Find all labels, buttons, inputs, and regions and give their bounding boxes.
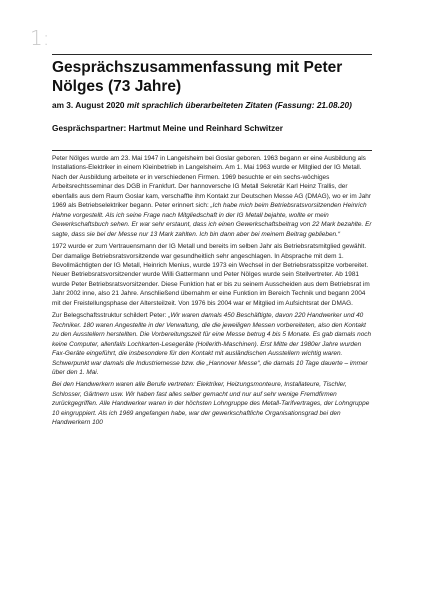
interview-partners: Gesprächspartner: Hartmut Meine und Reinhard Schwitzer	[52, 123, 283, 133]
quote-text: Bei den Handwerkern waren alle Berufe vertreten: Elektriker, Heizungsmonteure, Installateure, Tischler, Schlosser, Gärtnern usw. Wir haben fast alles selber gemacht und nur auf sehr wenige Fremdfirmen zurückgegriffen. Alle Handwerker waren in der höchsten Lohngruppe des Metall-Tarifvertrages, der Lohngruppe 10 eingruppiert. Als ich 1969 angefangen habe, war der gewerkschaftliche Organisationsgrad bei den Handwerkern 100	[52, 381, 370, 427]
paragraph-craftsmen	[52, 380, 374, 427]
paragraph-biography	[52, 154, 374, 239]
document-body	[52, 154, 374, 431]
page-number: 1:	[30, 26, 50, 50]
header-bottom-rule	[52, 150, 372, 151]
document-title: Gesprächszusammenfassung mit Peter Nölges (73 Jahre)	[52, 59, 343, 95]
paragraph-workforce	[52, 311, 374, 377]
document-subtitle	[52, 100, 382, 111]
subtitle-date: am 3. August 2020	[52, 100, 125, 110]
quote-text: „Wir waren damals 450 Beschäftigte, davon 220 Handwerker und 40 Techniker. 180 waren Angestellte in der Verwaltung, die die jeweiligen Messen vorbereiteten, also den Kontakt zu den Ausstellern herstellten. Die Vorbereitungszeit für eine Messe betrug 4 bis 5 Monate. Es gab damals noch keine Computer, allenfalls Lochkarten-Lesegeräte (Hollerith-Maschinen). Erst Mitte der 1980er Jahre wurden Fax-Geräte eingeführt, die insbesondere für den Kontakt mit ausländischen Ausstellern wichtig waren. Schwerpunkt war damals die Industriemesse bzw. die „Hannover Messe“, die damals 10 Tage dauerte – immer über den 1. Mai.	[52, 312, 372, 376]
subtitle-note: mit sprachlich überarbeiteten Zitaten (Fassung: 21.08.20)	[126, 100, 352, 110]
header-top-rule	[52, 54, 372, 55]
paragraph-text: Zur Belegschaftsstruktur schildert Peter:	[52, 312, 169, 320]
paragraph-career: 1972 wurde er zum Vertrauensmann der IG Metall und bereits im selben Jahr als Betriebsratsmitglied gewählt. Der damalige Betriebsratsvorsitzende war gesundheitlich sehr angeschlagen. In Absprache mit dem 1. Bevollmächtigten der IG Metall, Heinrich Menius, wurde 1973 ein Wechsel in der Betriebsratsspitze vorbereitet. Neuer Betriebsratsvorsitzender wurde Willi Gattermann und Peter Nölges wurde sein Stellvertreter. Ab 1981 wurde Peter Betriebsratsvorsitzender. Diese Funktion hat er bis zu seinem Ausscheiden aus dem Betriebsrat im Jahr 2002 inne, also 21 Jahre. Anschließend übernahm er eine Funktion im Bereich Technik und begann 2004 mit der Freistellungsphase der Altersteilzeit. Von 1976 bis 2004 war er Mitglied im Aufsichtsrat der DMAG.	[52, 243, 370, 307]
paragraph-text: Peter Nölges wurde am 23. Mai 1947 in Langelsheim bei Goslar geboren. 1963 begann er eine Ausbildung als Installations-Elektriker in einem Kleinbetrieb in Langelsheim. Am 1. Mai 1963 wurde er Mitglied der IG Metall. Nach der Ausbildung arbeitete er in verschiedenen Firmen. 1969 besuchte er ein sechs-wöchiges Arbeitsrechtsseminar des DGB in Frankfurt. Der hannoversche IG Metall Sekretär Karl Heinz Trallis, der ebenfalls aus dem Raum Goslar kam, verschaffte ihm Kontakt zur Deutschen Messe AG (DMAG), wo er im Jahr 1969 als Betriebselektriker begann. Peter erinnert sich:	[52, 155, 372, 210]
quote-text: „Ich habe mich beim Betriebsratsvorsitzenden Heinrich Hahne vorgestellt. Als ich seine Frage nach Mitgliedschaft in der IG Metall bejahte, wollte er mein Gewerkschaftsbuch sehen. Er war sehr erstaunt, dass ich einen Gewerkschaftsbeitrag von 22 Mark bezahlte. Er sagte, dass sie bei der Messe nur 13 Mark zahlten. Ich bin dann aber bei meinem Beitrag geblieben.“	[52, 202, 372, 238]
